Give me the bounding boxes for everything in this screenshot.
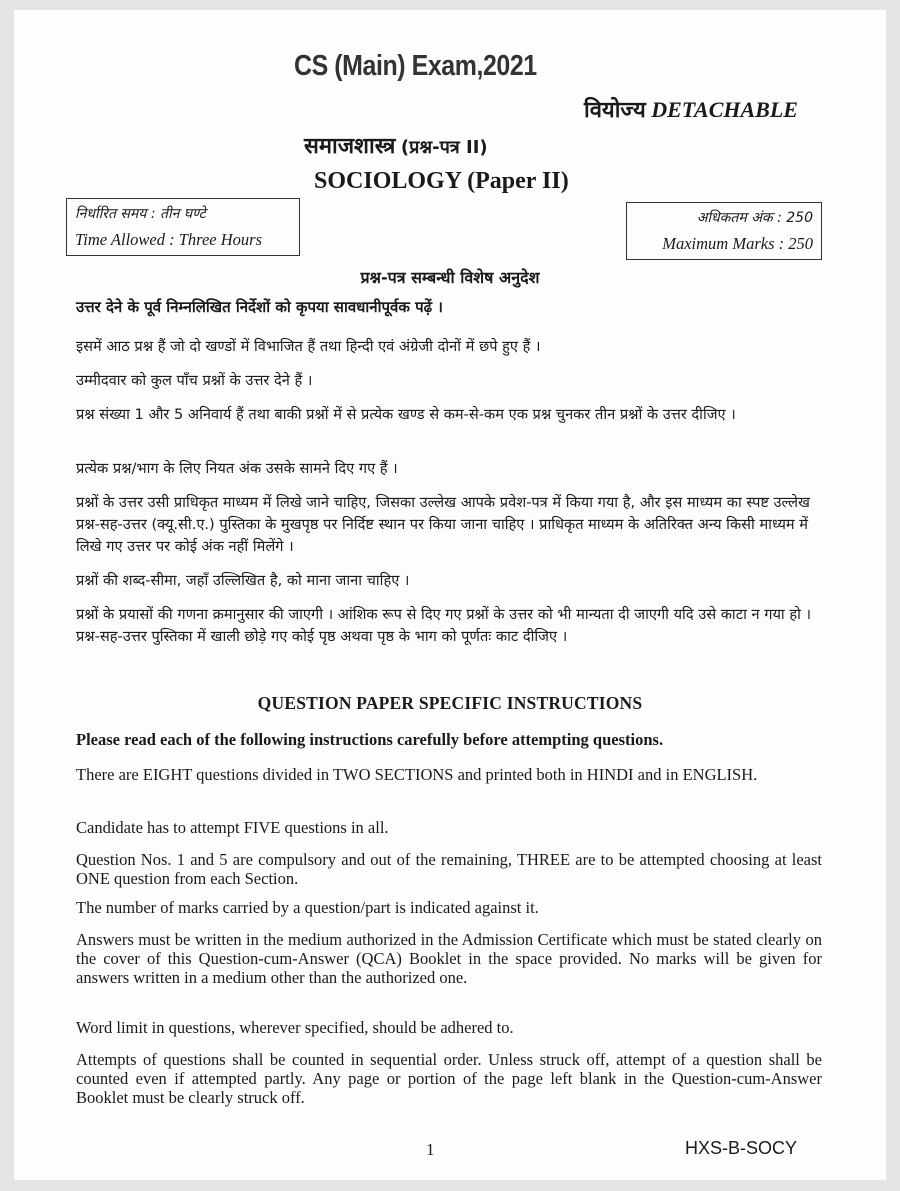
english-instructions-heading: QUESTION PAPER SPECIFIC INSTRUCTIONS [257, 693, 643, 713]
time-allowed-box [66, 198, 300, 256]
english-instruction-6: Word limit in questions, wherever specified, should be adhered to. [76, 1018, 514, 1037]
english-instruction-3: Question Nos. 1 and 5 are compulsory and out of the remaining, THREE are to be attempted choosing at least ONE question from each Section. [76, 850, 822, 888]
hindi-instruction-3: प्रश्न संख्या 1 और 5 अनिवार्य हैं तथा बाकी प्रश्नों में से प्रत्येक खण्ड से कम-से-कम एक प्रश्न चुनकर तीन प्रश्नों के उत्तर दीजिए । [76, 406, 736, 423]
detachable-english: DETACHABLE [651, 97, 798, 122]
hindi-instruction-6: प्रश्नों की शब्द-सीमा, जहाँ उल्लिखित है, को माना जाना चाहिए । [76, 572, 410, 589]
subject-hindi: समाजशास्त्र [304, 134, 396, 159]
hindi-instruction-2: उम्मीदवार को कुल पाँच प्रश्नों के उत्तर देने हैं । [76, 372, 313, 389]
detachable-hindi: वियोज्य [584, 98, 646, 123]
hindi-instruction-1: इसमें आठ प्रश्न हैं जो दो खण्डों में विभाजित हैं तथा हिन्दी एवं अंग्रेजी दोनों में छपे हुए हैं । [76, 338, 541, 355]
english-instruction-5: Answers must be written in the medium authorized in the Admission Certificate which must be stated clearly on the cover of this Question-cum-Answer (QCA) Booklet in the space provided. No marks will be given for answers written in a medium other than the authorized one. [76, 930, 822, 987]
maximum-marks-english: Maximum Marks : 250 [662, 234, 813, 253]
english-instruction-2: Candidate has to attempt FIVE questions in all. [76, 818, 389, 837]
subject-hindi-title [304, 130, 488, 160]
maximum-marks-box [626, 202, 822, 260]
paper-code: HXS-B-SOCY [685, 1138, 798, 1158]
page-number: 1 [426, 1140, 435, 1159]
maximum-marks-hindi: अधिकतम अंक : 250 [696, 210, 813, 226]
paper-hindi: (प्रश्न-पत्र II) [400, 137, 488, 158]
hindi-instructions-intro: उत्तर देने के पूर्व निम्नलिखित निर्देशों को कृपया सावधानीपूर्वक पढ़ें । [76, 298, 443, 316]
english-instructions-intro: Please read each of the following instructions carefully before attempting questions. [76, 730, 664, 749]
english-instruction-7: Attempts of questions shall be counted in sequential order. Unless struck off, attempt of a question shall be counted even if attempted partly. Any page or portion of the page left blank in the Question-cum-Answer Booklet must be clearly struck off. [76, 1050, 822, 1107]
exam-page [14, 10, 886, 1180]
time-allowed-english: Time Allowed : Three Hours [75, 230, 263, 249]
hindi-instruction-4: प्रत्येक प्रश्न/भाग के लिए नियत अंक उसके सामने दिए गए हैं । [76, 460, 398, 477]
hindi-instructions-heading: प्रश्न-पत्र सम्बन्धी विशेष अनुदेश [360, 268, 540, 287]
exam-title: CS (Main) Exam,2021 [294, 50, 537, 82]
english-instruction-1: There are EIGHT questions divided in TWO SECTIONS and printed both in HINDI and in ENGLISH. [76, 765, 758, 784]
subject-english-title: SOCIOLOGY (Paper II) [314, 168, 569, 194]
hindi-instruction-7: प्रश्नों के प्रयासों की गणना क्रमानुसार की जाएगी । आंशिक रूप से दिए गए प्रश्नों के उत्तर को भी मान्यता दी जाएगी यदि उसे काटा न गया हो । प्रश्न-सह-उत्तर पुस्तिका में खाली छोड़े गए कोई पृष्ठ अथवा पृष्ठ के भाग को पूर्णतः काट दीजिए । [76, 606, 812, 645]
hindi-instruction-5: प्रश्नों के उत्तर उसी प्राधिकृत माध्यम में लिखे जाने चाहिए, जिसका उल्लेख आपके प्रवेश-पत्र में किया गया है, और इस माध्यम का स्पष्ट उल्लेख प्रश्न-सह-उत्तर (क्यू.सी.ए.) पुस्तिका के मुखपृष्ठ पर निर्दिष्ट स्थान पर किया जाना चाहिए । प्राधिकृत माध्यम के अतिरिक्त अन्य किसी माध्यम में लिखे गए उत्तर पर कोई अंक नहीं मिलेंगे । [76, 494, 810, 555]
english-instruction-4: The number of marks carried by a question/part is indicated against it. [76, 898, 539, 917]
detachable-label [584, 94, 798, 124]
time-allowed-hindi: निर्धारित समय : तीन घण्टे [75, 206, 206, 222]
